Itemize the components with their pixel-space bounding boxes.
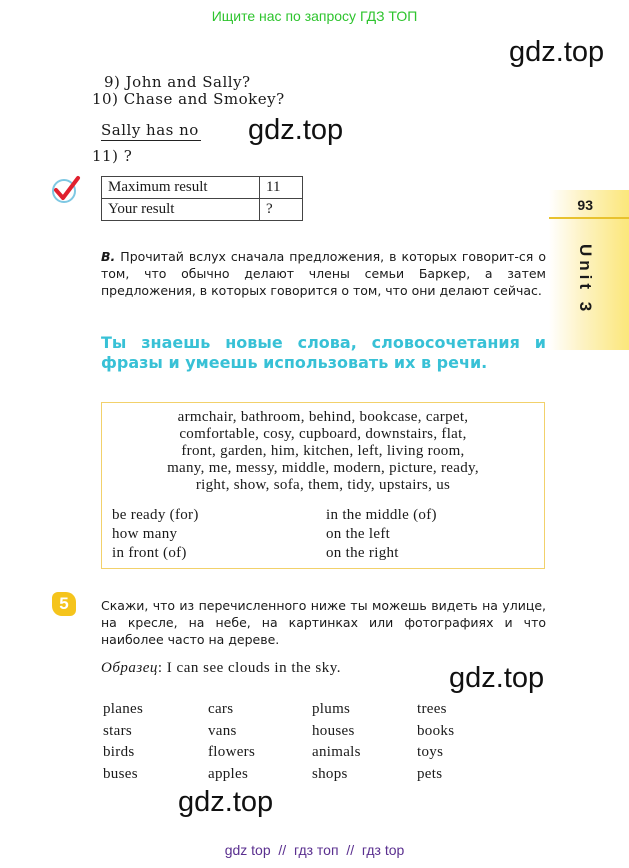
top-banner[interactable]: Ищите нас по запросу ГДЗ ТОП [211, 8, 418, 24]
watermark: gdz.top [248, 114, 344, 146]
word-column-2 [208, 699, 255, 785]
list-item: pets [417, 765, 443, 782]
phrase: in the middle (of) [326, 507, 437, 523]
unit-label: Unit 3 [576, 244, 595, 316]
table-cell-label: Maximum result [102, 177, 260, 199]
checkmark-icon [50, 175, 82, 205]
task-b-letter: B. [101, 249, 116, 264]
table-row [102, 199, 303, 221]
task-b [101, 248, 546, 299]
watermark: gdz.top [509, 36, 605, 68]
vocabulary-line: many, me, messy, middle, modern, picture, ready, [167, 460, 479, 476]
sample-line [101, 660, 341, 677]
page-number: 93 [577, 197, 593, 213]
word-column-3 [312, 699, 361, 785]
list-item: stars [103, 722, 132, 739]
section-headline: Ты знаешь новые слова, словосочетания и фразы и умеешь использовать их в речи. [101, 333, 546, 372]
list-item: shops [312, 765, 348, 782]
phrases-right [326, 506, 437, 563]
vocabulary-line: right, show, sofa, them, tidy, upstairs, us [195, 477, 451, 493]
sample-label: Образец [101, 660, 158, 676]
list-item: planes [103, 701, 144, 717]
footer-links[interactable]: gdz top // гдз топ // гдз top [224, 842, 405, 858]
watermark: gdz.top [449, 662, 545, 694]
question-10: 10) Chase and Smokey? [92, 90, 285, 108]
list-item: houses [312, 722, 355, 739]
vocabulary-words [101, 409, 545, 494]
phrase: on the left [326, 526, 391, 542]
list-item: books [417, 722, 455, 739]
vocabulary-line: armchair, bathroom, behind, bookcase, carpet, [177, 409, 469, 425]
side-tab-divider [549, 217, 629, 219]
table-cell-label: Your result [102, 199, 260, 221]
list-item: toys [417, 744, 444, 760]
exercise-number-badge: 5 [52, 592, 76, 616]
list-item: flowers [208, 744, 256, 760]
task-b-text: Прочитай вслух сначала предложения, в которых говорит-ся о том, что обычно делают члены семьи Баркер, а затем предложения, в которых говорится о том, что они делают сейчас. [101, 249, 546, 298]
sample-text: : I can see clouds in the sky. [157, 660, 342, 676]
phrase: in front (of) [112, 545, 187, 561]
list-item: cars [208, 701, 234, 717]
vocabulary-line: comfortable, cosy, cupboard, downstairs, flat, [179, 426, 467, 442]
question-9: 9) John and Sally? [104, 73, 251, 91]
phrase: on the right [326, 545, 399, 561]
list-item: plums [312, 701, 351, 717]
list-item: buses [103, 765, 138, 782]
answer-line: Sally has no [101, 121, 201, 141]
table-cell-value: 11 [260, 177, 303, 199]
table-row [102, 177, 303, 199]
list-item: apples [208, 765, 249, 782]
phrase: how many [112, 526, 178, 542]
list-item: birds [103, 744, 135, 760]
phrase: be ready (for) [112, 507, 199, 523]
watermark: gdz.top [178, 786, 274, 818]
exercise-5-instruction: Скажи, что из перечисленного ниже ты можешь видеть на улице, на кресле, на небе, на картинках или фотографиях и что наиболее часто на дереве. [101, 598, 546, 647]
list-item: trees [417, 701, 447, 717]
question-11: 11) ? [92, 147, 133, 165]
table-cell-value: ? [260, 199, 303, 221]
result-table [101, 176, 303, 221]
phrases-left [112, 506, 199, 563]
word-column-4 [417, 699, 454, 785]
word-column-1 [103, 699, 143, 785]
list-item: animals [312, 744, 361, 760]
list-item: vans [208, 722, 237, 739]
vocabulary-line: front, garden, him, kitchen, left, living room, [181, 443, 465, 459]
